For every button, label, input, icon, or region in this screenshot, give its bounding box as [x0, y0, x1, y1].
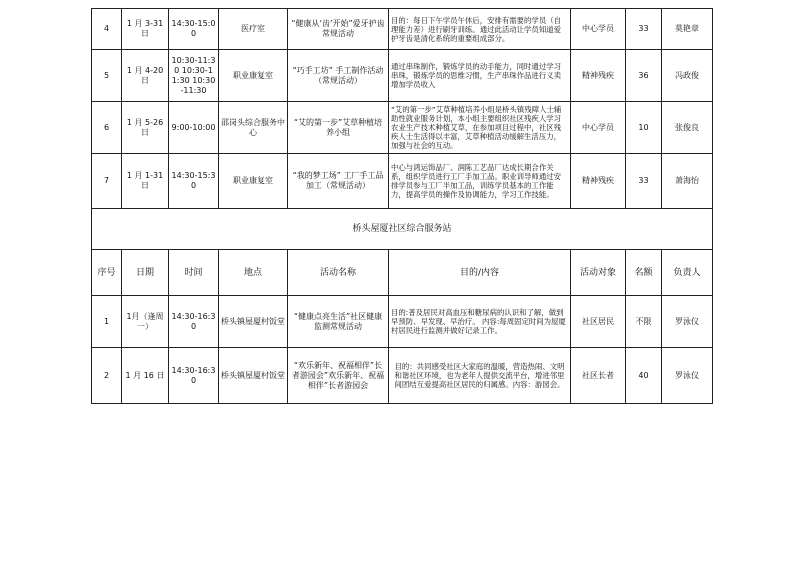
target-cell: 精神残疾: [571, 50, 626, 102]
header-row: [92, 250, 713, 296]
date-cell: 1 月 4-20 日: [122, 50, 169, 102]
person-cell: 莫艳章: [662, 9, 713, 50]
content-cell: 目的：每日下午学员午休后，安排有需要的学员（自理能力差）进行刷牙训练。通过此活动让学员知道爱护牙齿是清化系统的重要组成部分。: [389, 9, 571, 50]
place-cell: 邵岗头综合服务中心: [219, 102, 288, 154]
activity-name-cell: “我的梦工场” 工厂手工品加工（常规活动）: [288, 154, 389, 209]
time-cell: 14:30-16:30: [169, 348, 219, 404]
time-cell: 14:30-16:30: [169, 296, 219, 348]
time-cell: 9:00-10:00: [169, 102, 219, 154]
content-cell: 通过串珠制作，锻炼学员的动手能力，同时通过学习串珠，锻炼学员的思维习惯，生产串珠作品进行义卖增加学员收入: [389, 50, 571, 102]
activity-name-cell: “健康从‘齿’开始”爱牙护齿常规活动: [288, 9, 389, 50]
date-cell: 1月（逢周一）: [122, 296, 169, 348]
person-cell: 萧海怡: [662, 154, 713, 209]
header-date: 日期: [122, 250, 169, 296]
row-number: 5: [92, 50, 122, 102]
row-number: 4: [92, 9, 122, 50]
table-row: [92, 154, 713, 209]
date-cell: 1 月 3-31 日: [122, 9, 169, 50]
row-number: 1: [92, 296, 122, 348]
place-cell: 职业康复室: [219, 50, 288, 102]
person-cell: 罗泳仪: [662, 348, 713, 404]
target-cell: 精神残疾: [571, 154, 626, 209]
table-row: [92, 50, 713, 102]
content-cell: 目的:普及居民对高血压和糖尿病的认识和了解，做到早预防、早发现、早治疗。 内容:每周固定时间为屋厦村居民进行监测并做好记录工作。: [389, 296, 571, 348]
activity-name-cell: “艾的第一步”艾草种植培养小组: [288, 102, 389, 154]
activity-table: [91, 8, 713, 404]
row-number: 6: [92, 102, 122, 154]
header-no: 序号: [92, 250, 122, 296]
place-cell: 职业康复室: [219, 154, 288, 209]
row-number: 2: [92, 348, 122, 404]
activity-name-cell: “健康点亮生活”社区健康监测常规活动: [288, 296, 389, 348]
table-row: [92, 348, 713, 404]
target-cell: 中心学员: [571, 9, 626, 50]
content-cell: 目的：共同感受社区大家庭的温暖，营造热闹、文明和谐社区环境，也为老年人提供交流平台，增进邻里间团结互爱提高社区居民的归属感。内容：游园会。: [389, 348, 571, 404]
time-cell: 14:30-15:30: [169, 154, 219, 209]
time-cell: 10:30-11:30 10:30-11:30 10:30-11:30: [169, 50, 219, 102]
header-time: 时间: [169, 250, 219, 296]
content-cell: 中心与鸿运饰品厂、润陈工艺品厂达成长期合作关系，组织学员进行工厂手加工品。职业训导师通过安排学员参与工厂半加工品，训练学员基本的工作能力，提高学员的操作及协调能力，学习工作技能。: [389, 154, 571, 209]
place-cell: 桥头镇屋厦村饭堂: [219, 296, 288, 348]
header-person: 负责人: [662, 250, 713, 296]
header-name: 活动名称: [288, 250, 389, 296]
quota-cell: 40: [626, 348, 662, 404]
content-cell: “艾的第一步”艾草种植培养小组是桥头镇残障人士辅助性就业服务计划，本小组主要组织社区残疾人学习农业生产技术种植艾草，在参加项目过程中，社区残疾人士生活得以丰富，艾草种植活动缓解生活压力，加强与社会的互动。: [389, 102, 571, 154]
date-cell: 1 月 1-31 日: [122, 154, 169, 209]
section-title-row: [92, 209, 713, 250]
date-cell: 1 月 16 日: [122, 348, 169, 404]
table-row: [92, 9, 713, 50]
section-title: 桥头屋厦社区综合服务站: [92, 209, 713, 250]
place-cell: 医疗室: [219, 9, 288, 50]
person-cell: 罗泳仪: [662, 296, 713, 348]
header-content: 目的/内容: [389, 250, 571, 296]
quota-cell: 36: [626, 50, 662, 102]
target-cell: 中心学员: [571, 102, 626, 154]
quota-cell: 10: [626, 102, 662, 154]
person-cell: 张俊良: [662, 102, 713, 154]
activity-name-cell: “巧手工坊” 手工制作活动（常规活动）: [288, 50, 389, 102]
person-cell: 冯政俊: [662, 50, 713, 102]
header-target: 活动对象: [571, 250, 626, 296]
place-cell: 桥头镇屋厦村饭堂: [219, 348, 288, 404]
activity-name-cell: “欢乐新年、祝福相伴”长者游园会”欢乐新年、祝福相伴”长者游园会: [288, 348, 389, 404]
date-cell: 1 月 5-26 日: [122, 102, 169, 154]
quota-cell: 不限: [626, 296, 662, 348]
quota-cell: 33: [626, 9, 662, 50]
header-quota: 名额: [626, 250, 662, 296]
time-cell: 14:30-15:00: [169, 9, 219, 50]
header-place: 地点: [219, 250, 288, 296]
row-number: 7: [92, 154, 122, 209]
target-cell: 社区长者: [571, 348, 626, 404]
target-cell: 社区居民: [571, 296, 626, 348]
table-row: [92, 102, 713, 154]
table-row: [92, 296, 713, 348]
quota-cell: 33: [626, 154, 662, 209]
